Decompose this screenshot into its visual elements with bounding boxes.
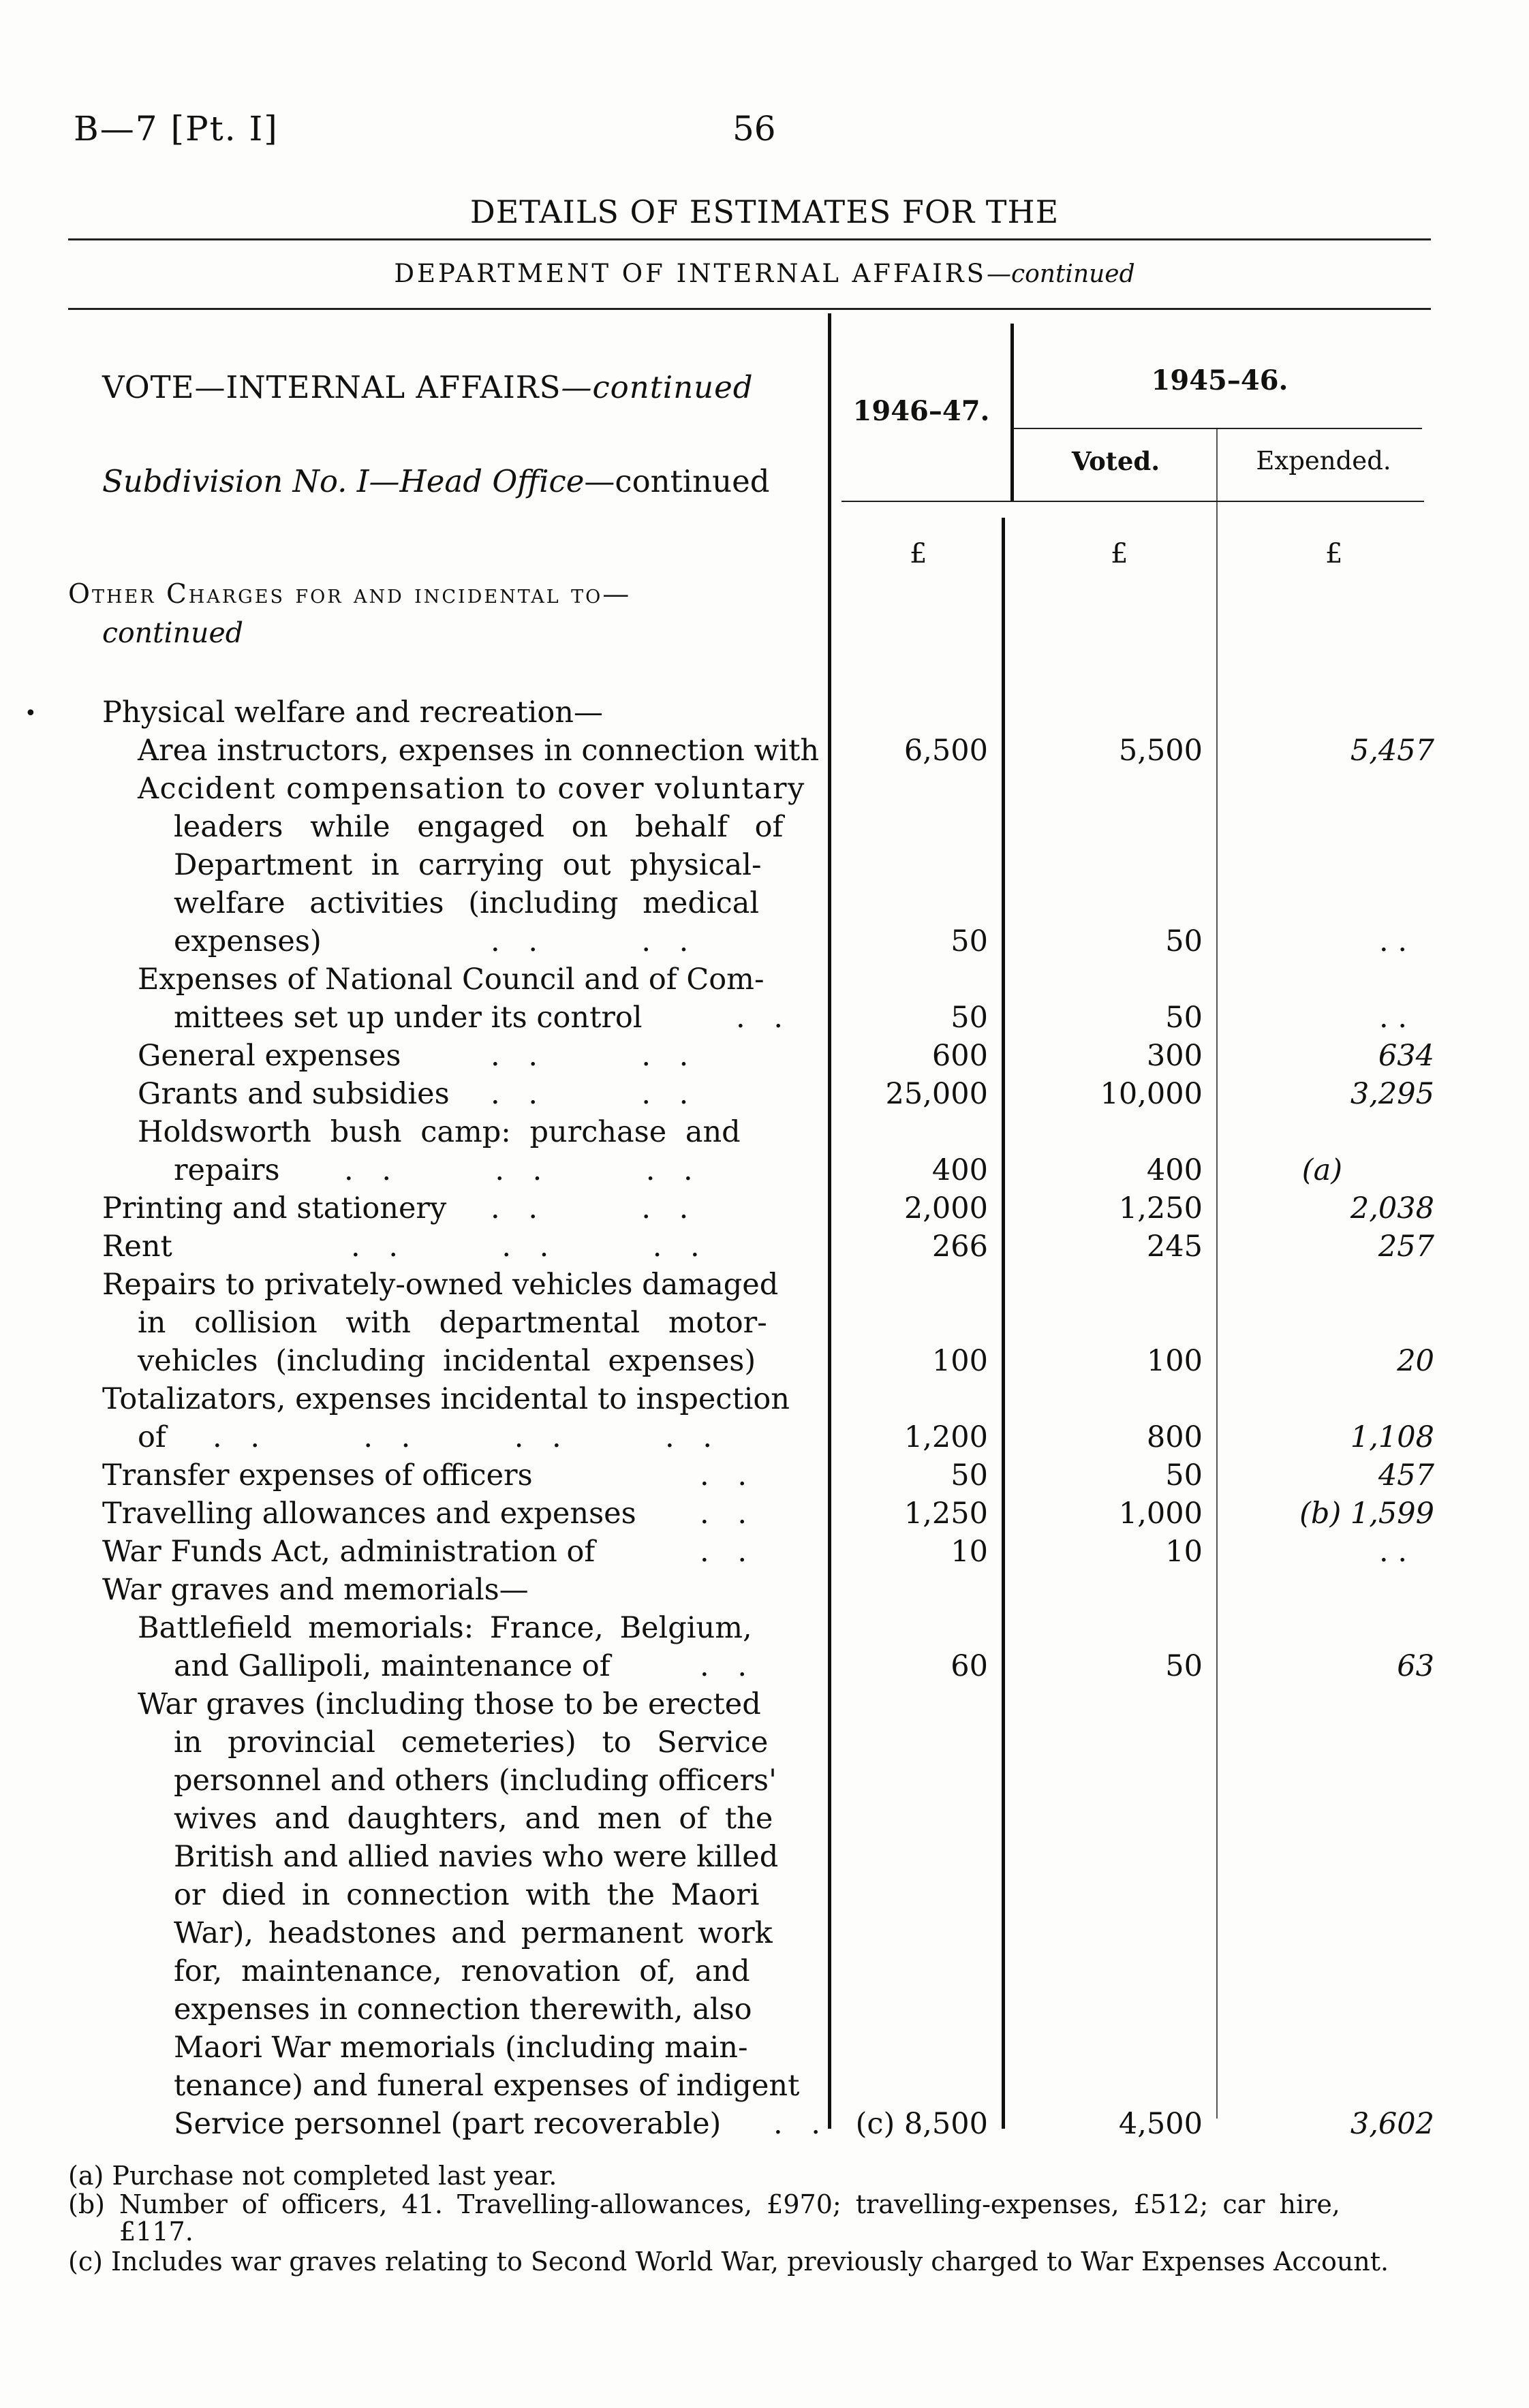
subtitle-main: DEPARTMENT OF INTERNAL AFFAIRS [394, 259, 987, 288]
value-voted: 1,000 [1118, 1497, 1203, 1531]
leader-dots: . . . . [491, 1077, 698, 1111]
subdivision-label: Subdivision No. I—Head Office [102, 463, 585, 499]
line-war-graves: War graves (including those to be erected [138, 1687, 761, 1721]
value-voted: 300 [1146, 1039, 1203, 1073]
value-expended: 63 [1397, 1649, 1434, 1683]
value-1946: 400 [931, 1153, 988, 1187]
value-voted: 100 [1146, 1344, 1203, 1378]
vote-title: VOTE—INTERNAL AFFAIRS [102, 369, 561, 405]
line-welfare-activities: welfare activities (including medical [174, 886, 760, 920]
line-travelling-text: Travelling allowances and expenses [102, 1497, 636, 1531]
line-rent-text: Rent [102, 1230, 172, 1264]
line-war-graves-memorials: War graves and memorials— [102, 1573, 529, 1607]
line-died: or died in connection with the Maori [174, 1878, 760, 1912]
footnote-a: (a) Purchase not completed last year. [68, 2161, 557, 2191]
document-reference: B—7 [Pt. I] [74, 109, 279, 148]
line-general-expenses-text: General expenses [138, 1039, 401, 1073]
page-title: DETAILS OF ESTIMATES FOR THE [469, 193, 1060, 230]
line-gallipoli-text: and Gallipoli, maintenance of [174, 1649, 611, 1683]
line-wives: wives and daughters, and men of the [174, 1802, 773, 1836]
column-divider-mid-top [1010, 324, 1014, 501]
value-1946: 6,500 [904, 734, 988, 768]
line-holdsworth: Holdsworth bush camp: purchase and [138, 1115, 741, 1149]
department-subtitle [0, 259, 1529, 288]
line-accident-comp: Accident compensation to cover voluntary [138, 772, 805, 806]
subtitle-suffix: —continued [986, 260, 1135, 288]
leader-dots: . . [700, 1649, 757, 1683]
line-expenses [174, 922, 698, 960]
value-1946: 50 [951, 1458, 988, 1492]
section-continued: continued [102, 616, 243, 649]
line-rent [102, 1228, 709, 1266]
margin-bullet: • [25, 702, 37, 725]
leader-dots: . . [773, 2107, 831, 2141]
value-1946: 266 [931, 1230, 988, 1264]
header-rule-1945 [1013, 428, 1422, 429]
value-expended: 1,108 [1350, 1420, 1434, 1454]
leader-dots: . . . . . . [351, 1230, 709, 1264]
line-service [174, 2105, 831, 2143]
column-divider-mid [1002, 518, 1005, 2129]
line-department: Department in carrying out physical- [174, 848, 762, 882]
line-general-expenses [138, 1037, 698, 1075]
line-headstones: War), headstones and permanent work [174, 1916, 773, 1950]
leader-dots: . . . . [491, 1191, 698, 1225]
subdivision-heading [102, 463, 770, 499]
value-1946: 100 [931, 1344, 988, 1378]
line-of-text: of [138, 1420, 166, 1454]
line-of [138, 1418, 722, 1456]
page-number: 56 [732, 109, 776, 148]
value-voted: 400 [1146, 1153, 1203, 1187]
value-expended: . . [1378, 1535, 1407, 1569]
leader-dots: . . . . . . . . [213, 1420, 722, 1454]
value-voted: 4,500 [1118, 2107, 1203, 2141]
line-war-funds-text: War Funds Act, administration of [102, 1535, 596, 1569]
leader-dots: . . [736, 1001, 793, 1035]
line-british: British and allied navies who were killed [174, 1840, 779, 1874]
line-collision: in collision with departmental motor- [138, 1306, 767, 1340]
value-1946: 50 [951, 1001, 988, 1035]
line-maori: Maori War memorials (including main- [174, 2031, 748, 2065]
line-grants [138, 1075, 698, 1113]
value-expended: 5,457 [1350, 734, 1434, 768]
value-voted: 50 [1165, 1458, 1203, 1492]
leader-dots: . . . . . . [344, 1153, 702, 1187]
header-rule-bottom [841, 501, 1424, 502]
line-area-instructors: Area instructors, expenses in connection with [138, 734, 820, 768]
line-leaders: leaders while engaged on behalf of [174, 810, 784, 844]
line-war-funds [102, 1533, 757, 1571]
line-totalizators: Totalizators, expenses incidental to inspection [102, 1382, 790, 1416]
pound-sign-voted: £ [1111, 538, 1128, 569]
subtitle-rule [68, 308, 1431, 310]
subdivision-suffix: —continued [584, 463, 770, 499]
column-header-expended: Expended. [1256, 446, 1391, 475]
line-personnel: personnel and others (including officers' [174, 1764, 777, 1798]
title-rule [68, 238, 1431, 240]
value-expended: 257 [1378, 1230, 1434, 1264]
value-expended: 3,602 [1350, 2107, 1434, 2141]
value-voted: 10 [1165, 1535, 1203, 1569]
pound-sign-1946: £ [910, 538, 927, 569]
value-voted: 5,500 [1118, 734, 1203, 768]
value-voted: 10,000 [1100, 1077, 1203, 1111]
value-1946: 2,000 [904, 1191, 988, 1225]
line-grants-text: Grants and subsidies [138, 1077, 450, 1111]
value-1946: 60 [951, 1649, 988, 1683]
line-connection: expenses in connection therewith, also [174, 1992, 752, 2027]
value-expended: 2,038 [1350, 1191, 1434, 1225]
value-expended: (b) 1,599 [1299, 1497, 1434, 1531]
line-repairs-text: repairs [174, 1153, 280, 1187]
leader-dots: . . [700, 1497, 757, 1531]
value-1946: 600 [931, 1039, 988, 1073]
value-expended: 3,295 [1350, 1077, 1434, 1111]
value-expended: 634 [1378, 1039, 1434, 1073]
value-1946: 1,200 [904, 1420, 988, 1454]
line-repairs-vehicles: Repairs to privately-owned vehicles damaged [102, 1268, 779, 1302]
line-transfer-text: Transfer expenses of officers [102, 1458, 533, 1492]
line-national-council: Expenses of National Council and of Com- [138, 963, 764, 997]
line-physical-welfare: Physical welfare and recreation— [102, 695, 603, 730]
value-expended: 20 [1397, 1344, 1434, 1378]
vote-suffix: —continued [561, 369, 754, 405]
line-tenance: tenance) and funeral expenses of indigent [174, 2069, 800, 2103]
column-header-1945-46: 1945–46. [1151, 364, 1288, 396]
line-expenses-text: expenses) [174, 924, 322, 958]
value-voted: 800 [1146, 1420, 1203, 1454]
value-expended: 457 [1378, 1458, 1434, 1492]
value-voted: 1,250 [1118, 1191, 1203, 1225]
vote-heading [102, 369, 754, 405]
line-printing [102, 1189, 698, 1228]
line-committees-text: mittees set up under its control [174, 1001, 643, 1035]
column-header-1946-47: 1946–47. [852, 395, 990, 427]
leader-dots: . . . . [491, 1039, 698, 1073]
footnote-c: (c) Includes war graves relating to Second World War, previously charged to War Expenses Account. [68, 2247, 1389, 2277]
value-voted: 50 [1165, 1649, 1203, 1683]
value-1946: 1,250 [904, 1497, 988, 1531]
line-committees [174, 999, 793, 1037]
value-1946: 10 [951, 1535, 988, 1569]
leader-dots: . . [700, 1535, 757, 1569]
line-battlefield: Battlefield memorials: France, Belgium, [138, 1611, 752, 1645]
value-expended: . . [1378, 924, 1407, 958]
line-vehicles: vehicles (including incidental expenses) [138, 1344, 756, 1378]
line-provincial: in provincial cemeteries) to Service [174, 1725, 769, 1760]
leader-dots: . . . . [491, 924, 698, 958]
value-1946: (c) 8,500 [855, 2107, 988, 2141]
section-heading: Other Charges for and incidental to— [68, 579, 632, 610]
value-expended: . . [1378, 1001, 1407, 1035]
value-1946: 50 [951, 924, 988, 958]
line-travelling [102, 1495, 757, 1533]
line-maintenance: for, maintenance, renovation of, and [174, 1954, 750, 1988]
line-repairs [174, 1151, 702, 1189]
value-1946: 25,000 [885, 1077, 988, 1111]
leader-dots: . . [700, 1458, 757, 1492]
value-voted: 50 [1165, 924, 1203, 958]
line-printing-text: Printing and stationery [102, 1191, 447, 1225]
value-expended: (a) [1301, 1153, 1342, 1187]
footnote-b: (b) Number of officers, 41. Travelling-allowances, £970; travelling-expenses, £512; car hire, [68, 2189, 1340, 2219]
line-transfer [102, 1456, 757, 1495]
column-divider-left [828, 313, 831, 2129]
value-voted: 50 [1165, 1001, 1203, 1035]
column-divider-right [1216, 429, 1218, 2118]
pound-sign-expended: £ [1325, 538, 1343, 569]
column-header-voted: Voted. [1071, 446, 1160, 476]
value-voted: 245 [1146, 1230, 1203, 1264]
line-service-text: Service personnel (part recoverable) [174, 2107, 722, 2141]
line-gallipoli [174, 1647, 757, 1685]
footnote-b-cont: £117. [119, 2217, 194, 2247]
